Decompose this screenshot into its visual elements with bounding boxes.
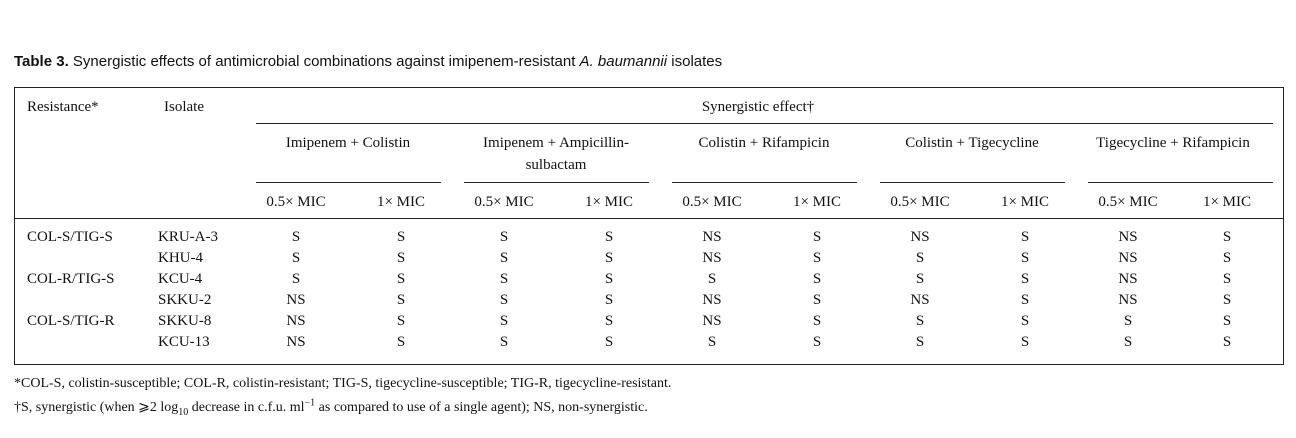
sub-header: 0.5× MIC [1098,194,1158,210]
cell-synergy-value: NS [286,334,306,350]
cell-synergy-value: S [915,313,925,329]
cell-synergy-value: NS [702,250,722,266]
caption-text: Synergistic effects of antimicrobial combinations against imipenem-resistant [68,53,580,70]
sub-header: 1× MIC [792,194,842,210]
cell-isolate: KHU-4 [158,250,203,266]
cell-synergy-value: S [604,271,614,287]
combo-rule-1 [256,182,441,183]
cell-synergy-value: S [604,334,614,350]
combo-header-1: Imipenem + Colistin [285,135,411,151]
cell-synergy-value: S [499,313,509,329]
cell-resistance: COL-R/TIG-S [27,271,115,287]
cell-synergy-value: S [396,313,406,329]
cell-synergy-value: S [1123,313,1133,329]
cell-synergy-value: S [1123,334,1133,350]
sub-header: 1× MIC [1202,194,1252,210]
cell-synergy-value: NS [702,313,722,329]
combo-header-2: Imipenem + Ampicillin- [483,135,629,151]
cell-synergy-value: NS [286,313,306,329]
header-resistance: Resistance* [27,99,99,115]
sub-header: 1× MIC [376,194,426,210]
table-label: Table 3. [14,53,69,70]
cell-synergy-value: S [396,250,406,266]
cell-isolate: KCU-13 [158,334,210,350]
sub-header: 1× MIC [1000,194,1050,210]
combo-header-5: Tigecycline + Rifampicin [1096,135,1250,151]
footnote-superscript: −1 [304,397,316,409]
cell-synergy-value: S [396,292,406,308]
sub-header: 1× MIC [584,194,634,210]
combo-header-4: Colistin + Tigecycline [905,135,1039,151]
combo-header-2-line2: sulbactam [525,157,587,173]
cell-synergy-value: S [1020,334,1030,350]
footnote-synergy-text: as compared to use of a single agent); NS, non-synergistic. [315,400,648,415]
cell-synergy-value: S [499,229,509,245]
sub-header: 0.5× MIC [266,194,326,210]
cell-synergy-value: S [812,292,822,308]
combo-rule-2 [464,182,649,183]
cell-synergy-value: S [1222,313,1232,329]
cell-synergy-value: NS [1118,250,1138,266]
cell-synergy-value: S [499,271,509,287]
header-isolate: Isolate [164,99,204,115]
cell-synergy-value: S [1222,334,1232,350]
cell-synergy-value: NS [1118,271,1138,287]
footnote-resistance: *COL-S, colistin-susceptible; COL-R, colistin-resistant; TIG-S, tigecycline-susceptible; TIG-R, tigecycline-resistant. [14,376,672,391]
combo-header-3: Colistin + Rifampicin [698,135,830,151]
cell-synergy-value: S [812,313,822,329]
cell-synergy-value: NS [910,292,930,308]
cell-synergy-value: S [1020,292,1030,308]
cell-synergy-value: S [1222,271,1232,287]
species-name: A. baumannii [579,53,668,70]
cell-isolate: SKKU-2 [158,292,212,308]
combo-rule-4 [880,182,1065,183]
sub-header: 0.5× MIC [474,194,534,210]
cell-synergy-value: NS [286,292,306,308]
footnote-synergy [14,399,648,416]
cell-synergy-value: S [1020,271,1030,287]
cell-synergy-value: S [604,250,614,266]
cell-synergy-value: S [812,271,822,287]
cell-synergy-value: NS [702,292,722,308]
cell-synergy-value: S [812,334,822,350]
cell-synergy-value: S [499,292,509,308]
cell-synergy-value: S [291,229,301,245]
cell-synergy-value: NS [1118,229,1138,245]
cell-synergy-value: S [915,271,925,287]
cell-synergy-value: S [1222,229,1232,245]
cell-synergy-value: NS [1118,292,1138,308]
body-rule [14,218,1284,219]
table-caption [14,53,722,70]
cell-resistance: COL-S/TIG-R [27,313,115,329]
footnote-synergy-text: †S, synergistic (when ⩾2 log [14,400,179,415]
cell-synergy-value: S [707,271,717,287]
cell-synergy-value: S [915,334,925,350]
cell-synergy-value: S [291,250,301,266]
cell-synergy-value: S [499,250,509,266]
cell-synergy-value: S [604,229,614,245]
cell-isolate: KRU-A-3 [158,229,218,245]
cell-synergy-value: S [291,271,301,287]
header-synergistic-effect: Synergistic effect† [701,99,815,115]
footnote-synergy-text: decrease in c.f.u. ml [188,400,305,415]
cell-synergy-value: S [499,334,509,350]
cell-synergy-value: S [812,250,822,266]
cell-isolate: SKKU-8 [158,313,212,329]
cell-synergy-value: S [1020,313,1030,329]
cell-synergy-value: S [707,334,717,350]
combo-rule-5 [1088,182,1273,183]
cell-synergy-value: S [604,292,614,308]
cell-synergy-value: S [812,229,822,245]
cell-isolate: KCU-4 [158,271,203,287]
cell-synergy-value: S [604,313,614,329]
cell-synergy-value: S [915,250,925,266]
cell-synergy-value: S [396,229,406,245]
footnote-subscript: 10 [178,406,189,418]
cell-synergy-value: S [396,271,406,287]
sub-header: 0.5× MIC [890,194,950,210]
sub-header: 0.5× MIC [682,194,742,210]
cell-synergy-value: S [396,334,406,350]
cell-synergy-value: S [1222,292,1232,308]
cell-synergy-value: S [1020,250,1030,266]
cell-resistance: COL-S/TIG-S [27,229,113,245]
cell-synergy-value: S [1222,250,1232,266]
caption-text-end: isolates [667,53,723,70]
cell-synergy-value: S [1020,229,1030,245]
header-rule [256,123,1273,124]
combo-rule-3 [672,182,857,183]
cell-synergy-value: NS [702,229,722,245]
cell-synergy-value: NS [910,229,930,245]
